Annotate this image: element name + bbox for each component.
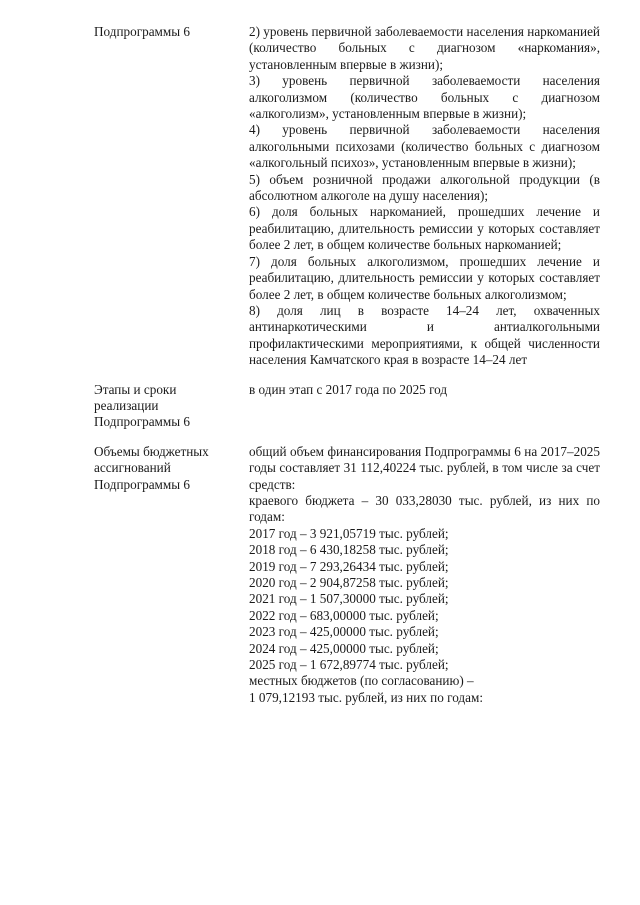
paragraph: краевого бюджета – 30 033,28030 тыс. рублей, из них по годам: bbox=[249, 492, 600, 525]
table-row bbox=[94, 444, 600, 707]
paragraph: 2018 год – 6 430,18258 тыс. рублей; bbox=[249, 542, 449, 558]
row-label-subprogram: Подпрограммы 6 bbox=[94, 24, 190, 39]
paragraph: 2019 год – 7 293,26434 тыс. рублей; bbox=[249, 558, 449, 574]
paragraph: 2024 год – 425,00000 тыс. рублей; bbox=[249, 640, 439, 656]
table-row bbox=[94, 24, 600, 369]
paragraph: 2025 год – 1 672,89774 тыс. рублей; bbox=[249, 657, 449, 673]
paragraph: 4) уровень первичной заболеваемости населения алкогольными психозами (количество больных с диагнозом «алкогольный психоз», установленным впервые в жизни); bbox=[249, 122, 600, 171]
row-content-indicators bbox=[249, 24, 600, 369]
row-label-stages-terms: Этапы и сроки реализации Подпрограммы 6 bbox=[94, 381, 190, 430]
row-content-stages-terms bbox=[249, 382, 600, 398]
paragraph: 2017 год – 3 921,05719 тыс. рублей; bbox=[249, 525, 449, 541]
table-row bbox=[94, 382, 600, 431]
paragraph: в один этап с 2017 года по 2025 год bbox=[249, 381, 448, 397]
paragraph: 1 079,12193 тыс. рублей, из них по годам: bbox=[249, 689, 483, 705]
paragraph: 2023 год – 425,00000 тыс. рублей; bbox=[249, 624, 439, 640]
paragraph: общий объем финансирования Подпрограммы 6 на 2017–2025 годы составляет 31 112,40224 тыс. рублей, в том числе за счет средств: bbox=[249, 443, 600, 492]
paragraph: 2) уровень первичной заболеваемости населения наркоманией (количество больных с диагнозом «наркомания», установленным впервые в жизни); bbox=[249, 24, 600, 72]
paragraph: 2020 год – 2 904,87258 тыс. рублей; bbox=[249, 575, 449, 590]
row-label-budget: Объемы бюджетных ассигнований Подпрограммы 6 bbox=[94, 443, 209, 492]
row-content-budget bbox=[249, 444, 600, 707]
paragraph: 2021 год – 1 507,30000 тыс. рублей; bbox=[249, 591, 449, 607]
paragraph: 6) доля больных наркоманией, прошедших лечение и реабилитацию, длительность ремиссии у которых составляет более 2 лет, в общем количестве больных наркоманией; bbox=[249, 204, 600, 253]
paragraph: 3) уровень первичной заболеваемости населения алкоголизмом (количество больных с диагнозом «алкоголизм», установленным впервые в жизни); bbox=[249, 73, 600, 122]
paragraph: 5) объем розничной продажи алкогольной продукции (в абсолютном алкоголе на душу населения); bbox=[249, 171, 600, 204]
paragraph: местных бюджетов (по согласованию) – bbox=[249, 673, 474, 689]
paragraph: 7) доля больных алкоголизмом, прошедших лечение и реабилитацию, длительность ремиссии у которых составляет более 2 лет, в общем количестве больных алкоголизмом; bbox=[249, 253, 600, 302]
paragraph: 2022 год – 683,00000 тыс. рублей; bbox=[249, 607, 439, 623]
paragraph: 8) доля лиц в возрасте 14–24 лет, охваченных антинаркотическими и антиалкогольными профилактическими мероприятиями, к общей численности населения Камчатского края в возрасте 14–24 лет bbox=[249, 302, 600, 368]
